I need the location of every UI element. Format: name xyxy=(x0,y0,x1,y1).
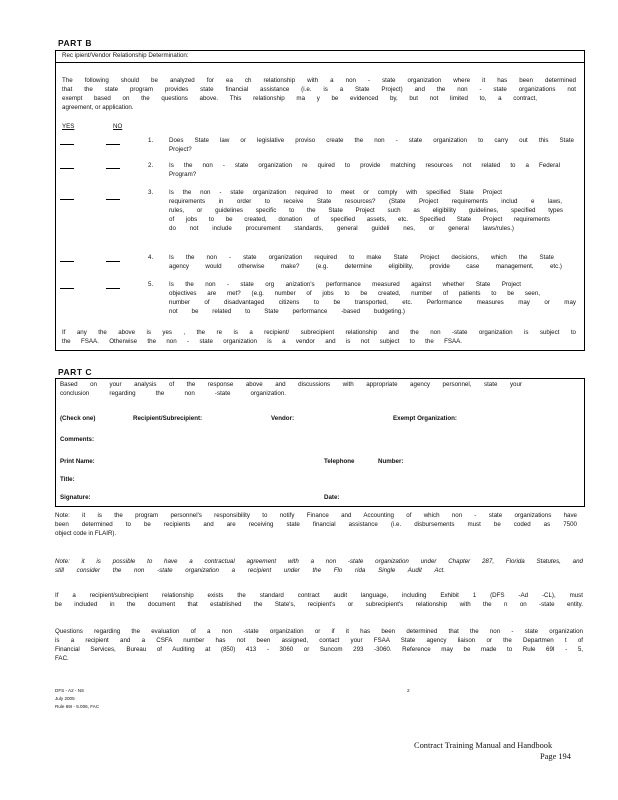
q2-line-2: Program? xyxy=(169,171,197,178)
part-b-conclusion-line-2: the FSAA. Otherwise the non - state organization is a vendor and is not subject to the FSAA. xyxy=(62,338,462,345)
vendor-option-label[interactable]: Vendor: xyxy=(271,415,295,422)
handbook-title: Contract Training Manual and Handbook xyxy=(414,741,553,750)
q1-line-2: Project? xyxy=(169,146,192,153)
q3-line-4: of jobs to be created, donation of specified assets, etc. Specified State Project requirements xyxy=(169,216,550,223)
handbook-page: Page 194 xyxy=(540,752,571,761)
q5-no-blank[interactable] xyxy=(106,288,120,289)
q5-line-4: not be related to State performance -based budgeting.) xyxy=(169,308,405,315)
title-label: Title: xyxy=(60,476,75,483)
exempt-option-label[interactable]: Exempt Organization: xyxy=(393,415,457,422)
part-c-top-rule xyxy=(55,378,585,379)
note1-line-3: object code in FLAIR). xyxy=(55,530,117,537)
q2-no-blank[interactable] xyxy=(106,168,120,169)
q4-no-blank[interactable] xyxy=(106,261,120,262)
q4-yes-blank[interactable] xyxy=(60,261,74,262)
check-one-label: (Check one) xyxy=(60,415,96,422)
q5-number: 5. xyxy=(148,281,154,288)
comments-label: Comments: xyxy=(60,436,95,443)
note2-line-1: Note: it is possible to have a contractual agreement with a non -state organization under Chapter 287, Florida Statutes, and xyxy=(55,558,583,565)
footer-page-number: 2 xyxy=(407,688,410,693)
footer-code-line-3: Rule 69I - 5.006, FAC xyxy=(55,704,100,709)
part-b-intro-line-1: The following should be analyzed for ea ch relationship with a non - state organization where it has been determined xyxy=(62,77,576,84)
note1-line-2: been determined to be recipients and are receiving state financial assistance (i.e. disbursements must be coded as 7500 xyxy=(55,521,577,528)
part-b-header-rule xyxy=(55,62,585,63)
q4-line-1: Is the non - state organization required to make State Project decisions, which the State xyxy=(169,254,554,261)
telephone-label: Telephone xyxy=(324,458,355,465)
no-column-header: NO xyxy=(113,123,123,130)
q2-number: 2. xyxy=(148,162,154,169)
para3-line-1: If a recipient/subrecipient relationship exists the standard contract audit language, including Exhibit 1 (DFS -Ad -CL), must xyxy=(55,592,583,599)
para4-line-2: is a recipient and a CSFA number has not been assigned, contact your FSAA State agency liaison or the Departmen t of xyxy=(55,637,583,644)
q3-yes-blank[interactable] xyxy=(60,199,74,200)
signature-label: Signature: xyxy=(60,494,91,501)
q3-no-blank[interactable] xyxy=(106,199,120,200)
part-b-conclusion-line-1: If any the above is yes , the re is a recipient/ subrecipient relationship and the non -state organization is subject to xyxy=(62,329,576,336)
part-b-header-row: Rec ipient/Vendor Relationship Determination: xyxy=(62,52,189,59)
para4-line-1: Questions regarding the evaluation of a non -state organization or if it has been determined that the non - state organization xyxy=(55,628,583,635)
date-label: Date: xyxy=(324,494,340,501)
q5-line-3: number of disadvantaged citizens to be transported, etc. Performance measures may or may xyxy=(169,299,576,306)
q5-line-1: Is the non - state org anization's performance measured against whether State Project xyxy=(169,281,521,288)
q4-line-2: agency would otherwise make? (e.g. determine eligibility, provide case management, etc.) xyxy=(169,263,562,270)
para4-line-4: FAC. xyxy=(55,655,69,662)
q2-line-1: Is the non - state organization re quired to provide matching resources not related to a Federal xyxy=(169,162,560,169)
telephone-number-label: Number: xyxy=(378,458,404,465)
q1-no-blank[interactable] xyxy=(106,144,120,145)
q3-line-1: Is the non - state organization required to meet or comply with specified State Project xyxy=(169,189,502,196)
q1-yes-blank[interactable] xyxy=(60,144,74,145)
footer-code-line-2: July 2005 xyxy=(55,696,75,701)
part-b-top-rule xyxy=(55,50,585,51)
part-c-left-border xyxy=(55,378,56,506)
part-b-intro-line-2: that the state program provides state financial assistance (i.e. is a State Project) and the non - state organizations not xyxy=(62,86,576,93)
para3-line-2: be included in the document that established the State's, recipient's or subrecipient's relationship with the n on -state entity. xyxy=(55,601,583,608)
part-c-right-border xyxy=(584,378,585,506)
note2-line-2: still consider the non -state organization a recipient under the Flo rida Single Audit Act. xyxy=(55,567,445,574)
q1-line-1: Does State law or legislative proviso create the non - state organization to carry out this State xyxy=(169,137,574,144)
part-b-heading: PART B xyxy=(58,38,93,48)
para4-line-3: Financial Services, Bureau of Auditing at (850) 413 - 3060 or Suncom 293 -3060. Reference may be made to Rule 69I - 5, xyxy=(55,646,583,653)
part-c-heading: PART C xyxy=(58,367,93,377)
part-b-right-border xyxy=(584,50,585,350)
q4-number: 4. xyxy=(148,254,154,261)
part-c-basis-line-2: conclusion regarding the non -state organization. xyxy=(60,390,286,397)
part-b-intro-line-4: agreement, or application. xyxy=(62,104,134,111)
recipient-option-label[interactable]: Recipient/Subrecipient: xyxy=(133,415,203,422)
yes-column-header: YES xyxy=(62,123,75,130)
part-b-bottom-rule xyxy=(55,350,585,351)
q3-number: 3. xyxy=(148,189,154,196)
q3-line-3: rules, or guidelines specific to the State Project such as eligibility guidelines, specified types xyxy=(169,207,563,214)
note1-line-1: Note: it is the program personnel's responsibility to notify Finance and Accounting of which non - state organizations have xyxy=(55,512,577,519)
q5-yes-blank[interactable] xyxy=(60,288,74,289)
q2-yes-blank[interactable] xyxy=(60,168,74,169)
q3-line-2: requirements in order to receive State resources? (State Project requirements includ e laws, xyxy=(169,198,562,205)
part-c-bottom-rule xyxy=(55,506,585,507)
footer-code-line-1: DFS - A2 - NS xyxy=(55,688,85,693)
q1-number: 1. xyxy=(148,137,154,144)
part-b-left-border xyxy=(55,50,56,350)
part-c-basis-line-1: Based on your analysis of the response above and discussions with appropriate agency personnel, state your xyxy=(60,381,522,388)
part-b-intro-line-3: exempt based on the questions above. This relationship ma y be evidenced by, but not limited to, a contract, xyxy=(62,95,537,102)
print-name-label: Print Name: xyxy=(60,458,95,465)
q3-line-5: do not include procurement standards, general guideli nes, or general laws/rules.) xyxy=(169,225,514,232)
q5-line-2: objectives are met? (e.g. number of jobs to be created, number of patients to be seen, xyxy=(169,290,540,297)
